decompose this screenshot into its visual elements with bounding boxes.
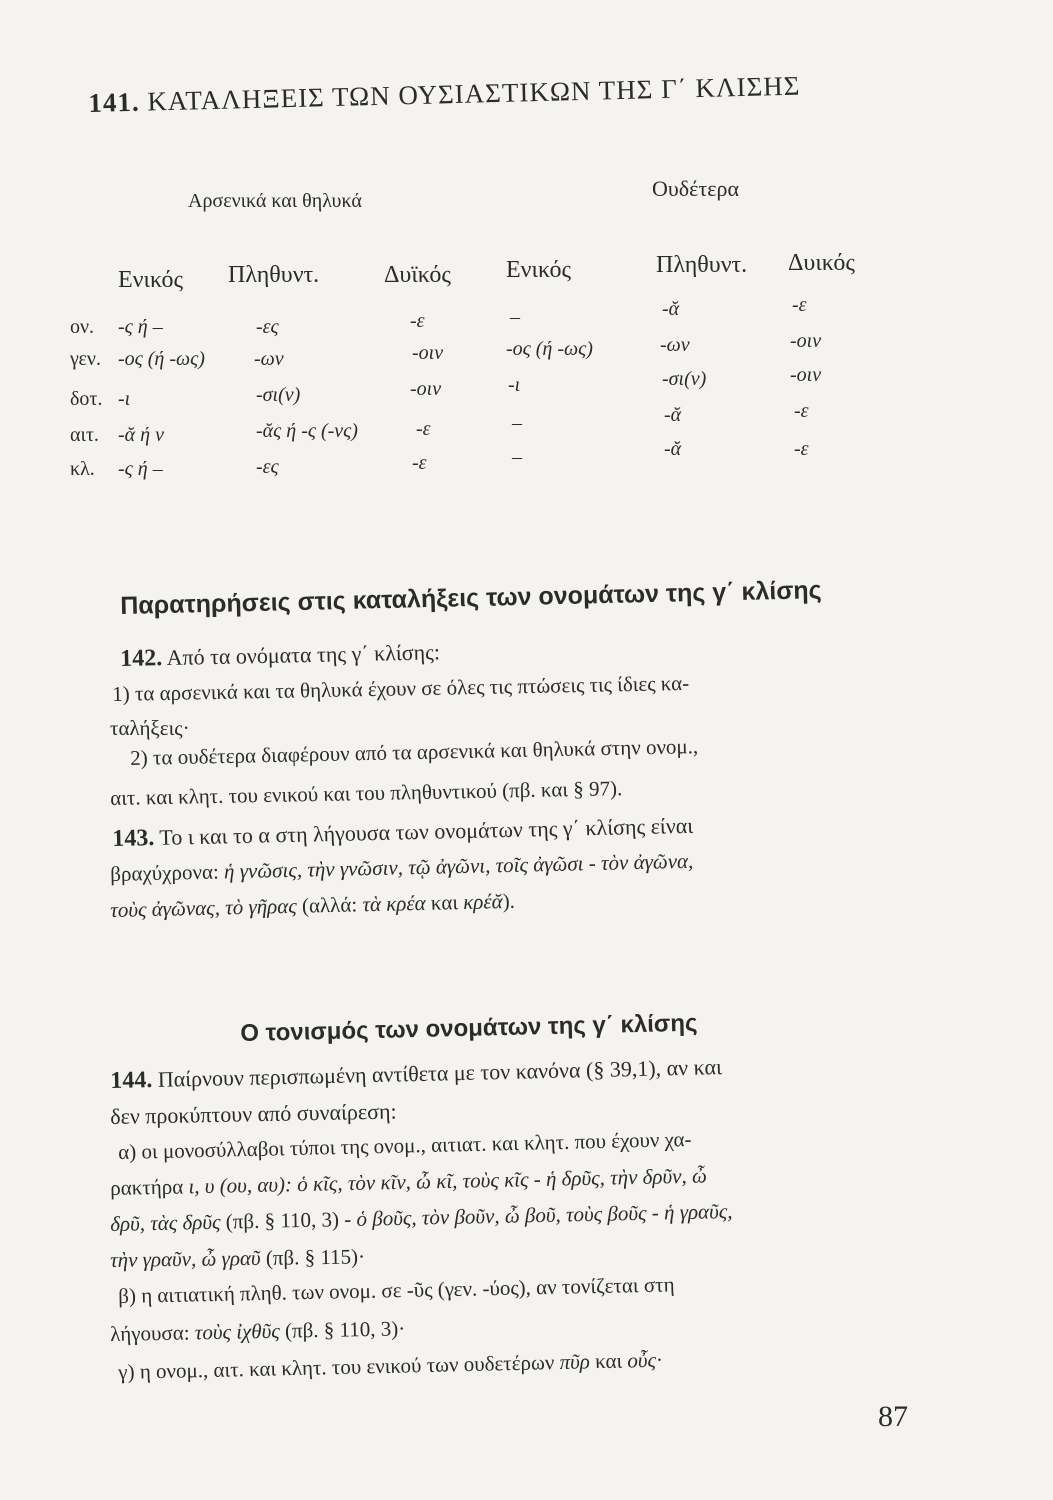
p144-line8-lead: λήγουσα: (110, 1320, 196, 1346)
cell-voc-sing-mf: -ς ή – (118, 458, 163, 480)
page-number: 87 (878, 1400, 908, 1433)
cell-nom-dual-mf: -ε (410, 310, 425, 332)
p143-line3-end: ). (502, 888, 516, 914)
p144-line1 (110, 1054, 722, 1095)
cell-acc-plur-mf: -ᾰς ή -ς (-νς) (256, 420, 358, 442)
cell-nom-plur-n: -ᾰ (662, 298, 680, 320)
cell-nom-sing-mf: -ς ή – (118, 316, 163, 338)
p144-line9 (118, 1348, 663, 1385)
p142-line2: 1) τα αρσενικά και τα θηλυκά έχουν σε όλες τις πτώσεις τις ίδιες κα- (112, 670, 690, 706)
cell-voc-plur-n: -ᾰ (664, 438, 682, 460)
cell-acc-dual-mf: -ε (416, 418, 431, 440)
p144-line5-boys: ὁ βοῦς, τὸν βοῦν, ὦ βοῦ, τοὺς βοῦς - ἡ γραῦς, (356, 1198, 733, 1231)
cell-voc-dual-n: -ε (794, 438, 809, 460)
group-neuter-heading: Ουδέτερα (652, 176, 739, 201)
observations-heading: Παρατηρήσεις στις καταλήξεις των ονομάτων της γ΄ κλίσης (120, 576, 822, 620)
group-masc-fem-heading: Αρσενικά και θηλυκά (188, 190, 362, 212)
p144-line1-text: Παίρνουν περισπωμένη αντίθετα με τον κανόνα (§ 39,1), αν και (157, 1054, 723, 1092)
p144-number: 144. (110, 1067, 153, 1094)
p142-number: 142. (120, 645, 163, 672)
p144-line5-dryes: δρῦ, τὰς δρῦς (110, 1209, 221, 1236)
col-header-sing-n: Ενικός (506, 257, 572, 283)
p143-line3-but: (αλλά: (296, 892, 363, 918)
p143-number: 143. (112, 825, 155, 852)
section-141-title (88, 71, 801, 119)
p144-line2: δεν προκύπτουν από συναίρεση: (110, 1098, 397, 1129)
cell-nom-plur-mf: -ες (256, 316, 279, 338)
p143-line2-examples: ἡ γνῶσις, τὴν γνῶσιν, τῷ ἀγῶνι, τοῖς ἀγῶσι - τὸν ἀγῶνα, (223, 848, 694, 884)
row-label-gen: γεν. (70, 348, 101, 370)
row-label-acc: αιτ. (70, 424, 99, 446)
p144-line9-pyr: πῦρ (559, 1349, 591, 1374)
cell-acc-sing-mf: -ᾰ ή ν (118, 424, 164, 446)
p144-line6-grays: τὴν γραῦν, ὦ γραῦ (110, 1245, 261, 1272)
cell-voc-dual-mf: -ε (412, 452, 427, 474)
p143-line2-lead: βραχύχρονα: (110, 859, 225, 886)
p143-line3-krea2: κρέᾰ (462, 889, 503, 914)
cell-gen-dual-mf: -οιν (412, 342, 444, 364)
cell-nom-dual-n: -ε (792, 294, 807, 316)
cell-gen-sing-mf: -ος (ή -ως) (118, 348, 205, 370)
p142-line3: ταλήξεις· (110, 716, 190, 740)
p144-line3: α) οι μονοσύλλαβοι τύποι της ονομ., αιτιατ. και κλητ. που έχουν χα- (118, 1126, 692, 1164)
accent-heading: Ο τονισμός των ονομάτων της γ΄ κλίσης (240, 1009, 698, 1047)
cell-acc-dual-n: -ε (794, 400, 809, 422)
p143-line3 (110, 889, 515, 923)
p144-line5 (110, 1199, 733, 1237)
p144-line8 (110, 1316, 405, 1347)
cell-dat-plur-mf: -σι(ν) (256, 384, 301, 406)
p143-line1 (112, 813, 694, 853)
cell-nom-sing-n: – (510, 306, 520, 328)
cell-gen-dual-n: -οιν (790, 330, 822, 352)
p144-line9-and: και (589, 1348, 628, 1374)
p143-line3-examples: τοὺς ἀγῶνας, τὸ γῆρας (110, 893, 297, 922)
p144-line7: β) η αιτιατική πληθ. των ονομ. σε -ῦς (γεν. -ύος), αν τονίζεται στη (118, 1272, 675, 1308)
row-label-voc: κλ. (70, 458, 95, 480)
col-header-plur-mf: Πληθυντ. (228, 262, 320, 288)
section-title-text: ΚΑΤΑΛΗΞΕΙΣ ΤΩΝ ΟΥΣΙΑΣΤΙΚΩΝ ΤΗΣ Γ΄ ΚΛΙΣΗΣ (146, 70, 801, 117)
p144-line4-examples: ι, υ (ου, αυ): ὁ κῖς, τὸν κῖν, ὦ κῖ, τοὺς κῖς - ἡ δρῦς, τὴν δρῦν, ὦ (188, 1163, 708, 1199)
p144-line6 (110, 1244, 365, 1273)
p144-line6-ref: (πβ. § 115)· (260, 1244, 366, 1270)
p144-line5-ref: (πβ. § 110, 3) - (220, 1206, 357, 1234)
cell-dat-sing-mf: -ι (118, 388, 131, 410)
col-header-dual-mf: Δυϊκός (384, 262, 451, 288)
col-header-sing-mf: Ενικός (118, 267, 184, 293)
cell-voc-plur-mf: -ες (256, 456, 279, 478)
cell-gen-plur-n: -ων (660, 334, 690, 356)
cell-dat-dual-mf: -οιν (410, 378, 442, 400)
row-label-nom: ον. (70, 316, 95, 338)
col-header-plur-n: Πληθυντ. (656, 252, 748, 278)
p142-line4: 2) τα ουδέτερα διαφέρουν από τα αρσενικά και θηλυκά στην ονομ., (130, 734, 699, 770)
cell-acc-plur-n: -ᾰ (664, 404, 682, 426)
cell-dat-plur-n: -σι(ν) (662, 368, 707, 390)
cell-gen-plur-mf: -ων (254, 348, 284, 370)
cell-dat-dual-n: -οιν (790, 364, 822, 386)
p144-line9-ous: οὖς (627, 1347, 657, 1373)
p144-line9-lead: γ) η ονομ., αιτ. και κλητ. του ενικού των ουδετέρων (118, 1349, 560, 1384)
cell-gen-sing-n: -ος (ή -ως) (506, 338, 593, 360)
p144-line4-lead: ρακτήρα (110, 1174, 189, 1200)
p143-line3-and: και (425, 889, 464, 915)
row-label-dat: δοτ. (70, 388, 103, 410)
p142-line1-text: Από τα ονόματα της γ΄ κλίσης: (166, 639, 441, 671)
p144-line8-ichthys: τοὺς ἰχθῦς (194, 1318, 280, 1345)
p142-line5: αιτ. και κλητ. του ενικού και του πληθυντικού (πβ. και § 97). (110, 776, 623, 810)
p142-line1 (120, 639, 440, 673)
cell-voc-sing-n: – (512, 446, 522, 468)
p144-line4 (110, 1164, 707, 1201)
p143-line2 (110, 849, 694, 887)
p144-line9-end: · (655, 1347, 664, 1372)
p143-line1-text: Το ι και το α στη λήγουσα των ονομάτων της γ΄ κλίσης είναι (159, 812, 694, 850)
cell-acc-sing-n: – (512, 412, 522, 434)
col-header-dual-n: Δυικός (788, 250, 855, 276)
p144-line8-ref: (πβ. § 110, 3)· (279, 1316, 406, 1343)
p143-line3-krea: τὰ κρέα (362, 890, 426, 917)
section-number: 141. (88, 86, 140, 118)
cell-dat-sing-n: -ι (508, 374, 521, 396)
